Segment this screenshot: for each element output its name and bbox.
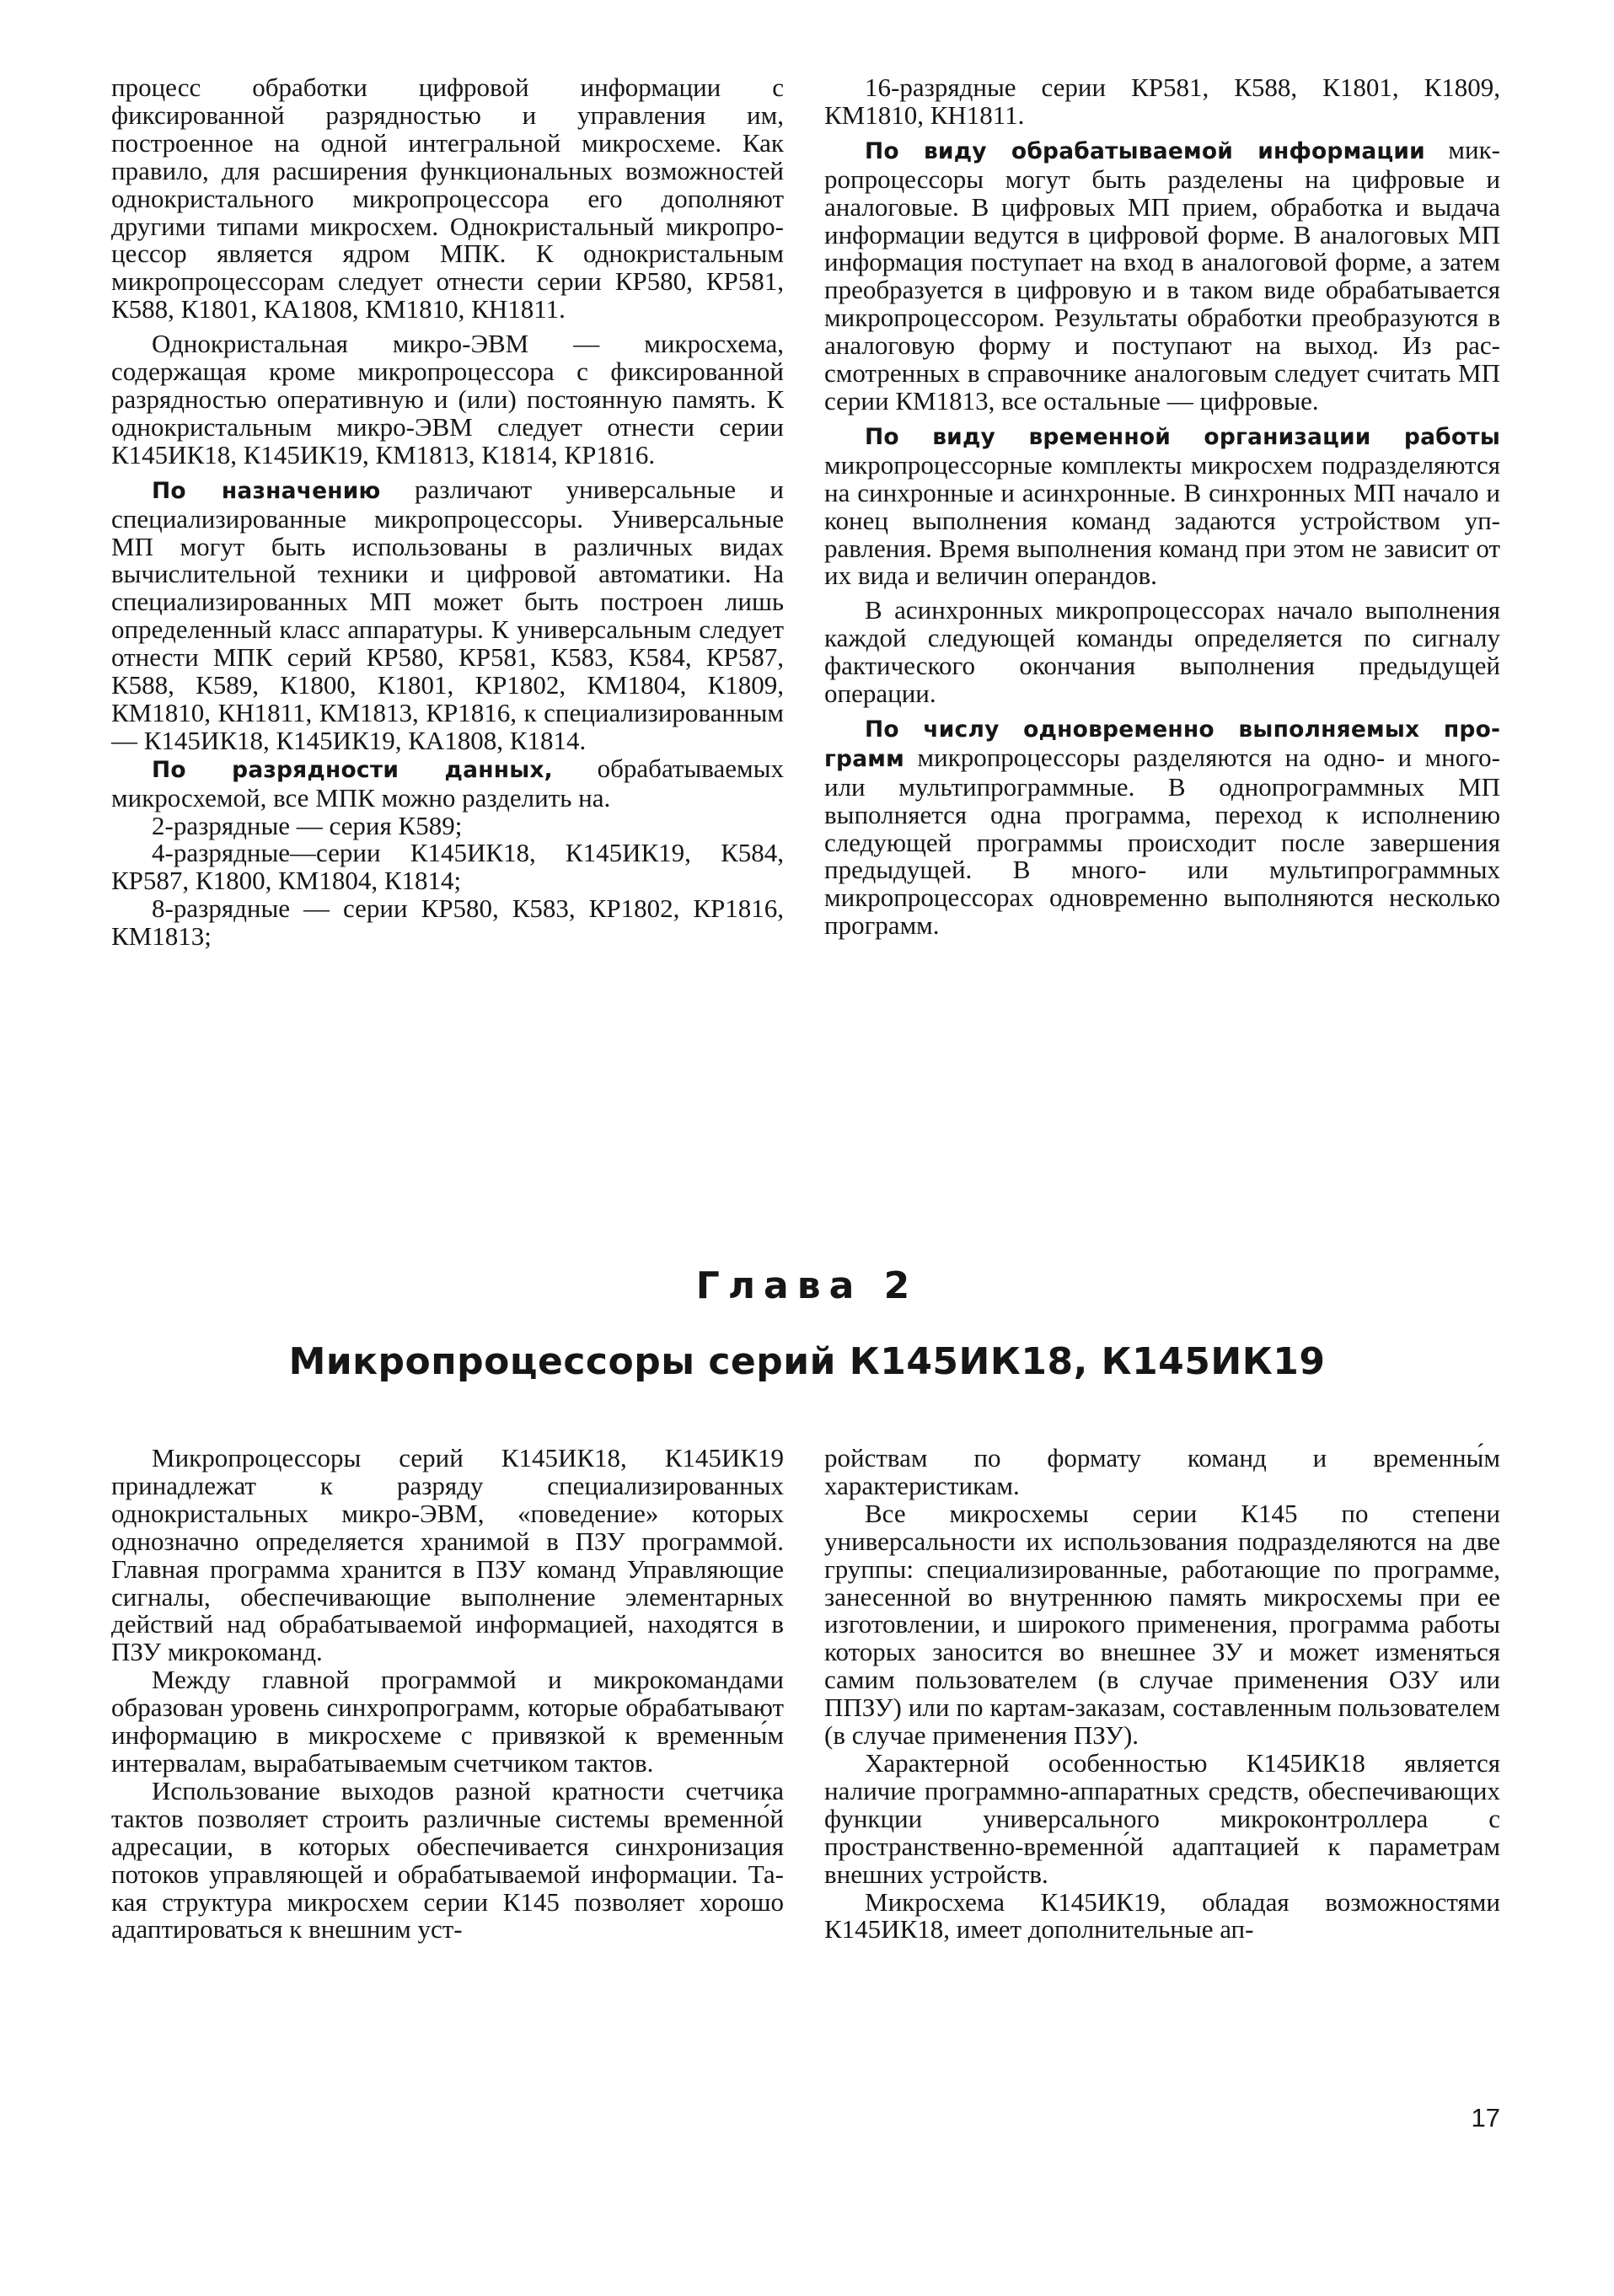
paragraph-text: обрабатываемых микросхемой, все МПК можно разделить на. — [111, 753, 784, 813]
paragraph-intro: Микропроцессоры серий К145ИК18, К145ИК19 принадлежат к разряду специализированных однокристальных микро-ЭВМ, «поведение» которых однозначно определяется хранимой в ПЗУ программой. Главная программа хранится в ПЗУ команд Управляющие сигналы, обеспечивающие выполнение элементарных действий над обрабатываемой информацией, находятся в ПЗУ микрокоманд. — [111, 1443, 784, 1667]
paragraph-continued: процесс обработки цифровой информации с фиксированной разрядностью и управления им, построенное на одной интегральной микросхеме. Как правило, для расширения функциональных возможностей однокристального микропроцессора его дополняют другими типами микросхем. Однокристальный микропроцессор является ядром МПК. К однокристальным микропроцессорам следует отнести серии КР580, КР581, К588, К1801, КА1808, КМ1810, КН1811. — [111, 72, 784, 325]
paragraph-sync-programs: Между главной программой и микрокомандами образован уровень синхропрограмм, которые обрабатывают информацию в микросхеме с привязкой к временны́м интервалам, вырабатываемым счетчиком тактов. — [111, 1665, 784, 1778]
page-number: 17 — [1471, 2103, 1500, 2132]
paragraph-by-info-type — [824, 134, 1500, 416]
run-in-heading: По виду обрабатываемой информации — [865, 137, 1425, 164]
run-in-heading: По разрядности данных, — [152, 756, 553, 783]
paragraph-text: различают универсальные и специализированные микропроцессоры. Универсальные МП могут быть использованы в различных видах вычислительной техники и цифровой автоматики. На специализированных МП может быть построен лишь определенный класс аппаратуры. К универсальным следует отнести МПК серий КР580, КР581, К583, К584, КР587, К588, К589, К1800, К1801, КР1802, КМ1804, К1809, КМ1810, КН1811, КМ1813, КР1816, к специализированным — К145ИК18, К145ИК19, КА1808, К1814. — [111, 474, 784, 755]
list-item-8bit: 8-разрядные — серии КР580, К583, КР1802, КР1816, КМ1813; — [111, 893, 784, 952]
paragraph-clock-outputs: Использование выходов разной кратности счетчика тактов позволяет строить различные системы временно́й адресации, в которых обеспечивается синхронизация потоков управляющей и обрабатываемой информации. Такая структура микросхем серии К145 позволяет хорошо адаптироваться к внешним уст- — [111, 1775, 784, 1945]
run-in-heading: По назначению — [152, 477, 381, 504]
paragraph-text: микропроцессорные комплекты микросхем подразделяются на синхронные и асинхронные. В синхронных МП начало и конец выполнения команд задаются устройством управления. Время выполнения команд при этом не зависит от их вида и величин операндов. — [824, 449, 1500, 591]
paragraph-microcomputer: Однокристальная микро-ЭВМ — микросхема, содержащая кроме микропроцессора с фиксированной разрядностью оперативную и (или) постоянную память. К однокристальным микро-ЭВМ следует отнести серии К145ИК18, К145ИК19, КМ1813, К1814, КР1816. — [111, 329, 784, 469]
paragraph-continued: ройствам по формату команд и временны́м характеристикам. — [824, 1443, 1500, 1500]
chapter-label: Глава 2 — [695, 1264, 919, 1307]
run-in-heading: По виду временной организации работы — [865, 423, 1500, 450]
paragraph-by-timing — [824, 422, 1500, 590]
top-left-column — [111, 74, 784, 951]
paragraph-text: микропроцессоры разделяются на одно- и много- или мультипрограммные. В однопрограммных МП выполняется одна программа, переход к исполнению следующей программы происходит после завершения предыдущей. В много- или мультипрограммных микропроцессорах одновременно выполняются несколько программ. — [824, 742, 1500, 941]
list-item-2bit: 2-разрядные — серия К589; — [152, 810, 463, 840]
paragraph-text: микропроцессоры могут быть разделены на цифровые и аналоговые. В цифровых МП прием, обработка и выдача информации ведутся в цифровой форме. В аналоговых МП информация поступает на вход в аналоговой форме, а затем преобразуется в цифровую и в таком виде обрабатывается микропроцессором. Результаты обработки преобразуются в аналоговую форму и поступают на выход. Из рассмотренных в справочнике аналоговым следует считать МП серии КМ1813, все остальные — цифровые. — [824, 134, 1500, 416]
bottom-right-column — [824, 1445, 1500, 1944]
top-right-column — [824, 74, 1500, 947]
paragraph-by-purpose — [111, 476, 784, 755]
list-item-16bit: 16-разрядные серии КР581, К588, К1801, К1809, КМ1810, КН1811. — [824, 72, 1500, 130]
paragraph-series-groups: Все микросхемы серии К145 по степени универсальности их использования подразделяются на две группы: специализированные, работающие по программе, занесенной во внутреннюю память микросхемы при ее изготовлении, и широкого применения, программа работы которых заносится во внешнее ЗУ и может изменяться самим пользователем (в случае применения ОЗУ или ППЗУ) или по картам-заказам, составленным пользователем (в случае применения ПЗУ). — [824, 1498, 1500, 1751]
list-item-4bit: 4-разрядные—серии К145ИК18, К145ИК19, К584, КР587, К1800, КМ1804, К1814; — [111, 838, 784, 896]
paragraph-k145ik19: Микросхема К145ИК19, обладая возможностями К145ИК18, имеет дополнительные ап- — [824, 1886, 1500, 1945]
paragraph-by-program-count — [824, 715, 1500, 940]
bottom-left-column — [111, 1445, 784, 1944]
paragraph-async: В асинхронных микропроцессорах начало выполнения каждой следующей команды определяется по сигналу фактического окончания выполнения предыдущей операции. — [824, 595, 1500, 709]
paragraph-by-data-width — [111, 755, 784, 813]
run-in-heading: По числу одновременно выполняемых программ — [824, 716, 1500, 772]
paragraph-k145ik18: Характерной особенностью К145ИК18 является наличие программно-аппаратных средств, обеспечивающих функции универсального микроконтроллера с пространственно-временно́й адаптацией к параметрам внешних устройств. — [824, 1747, 1500, 1889]
chapter-title: Микропроцессоры серий К145ИК18, К145ИК19 — [288, 1340, 1326, 1383]
